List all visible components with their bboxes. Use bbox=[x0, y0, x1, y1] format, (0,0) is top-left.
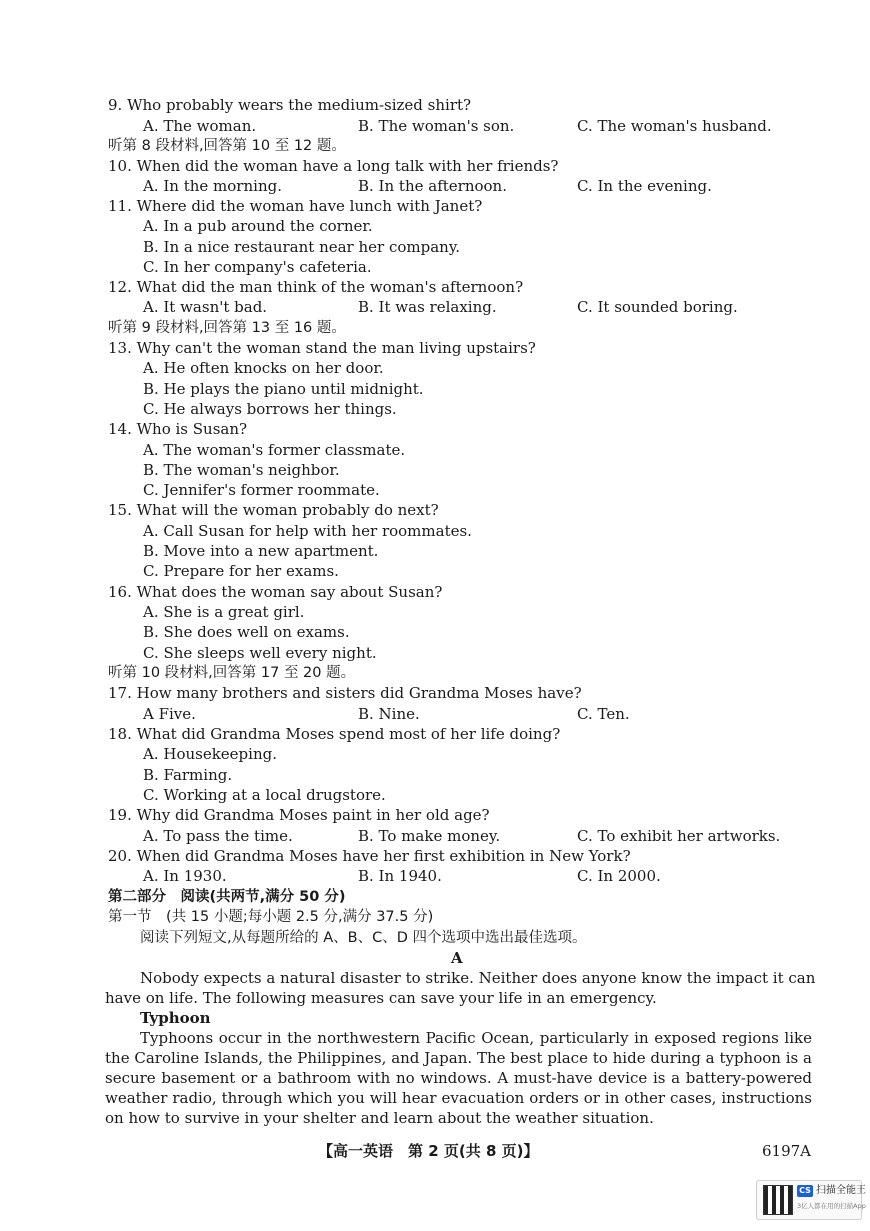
typhoon-heading: Typhoon bbox=[140, 1009, 211, 1027]
option-20a: A. In 1930. bbox=[143, 867, 227, 885]
option-16b: B. She does well on exams. bbox=[143, 623, 350, 641]
option-13a: A. He often knocks on her door. bbox=[143, 359, 384, 377]
question-18: 18. What did Grandma Moses spend most of her life doing? bbox=[108, 725, 561, 743]
camscanner-logo-icon: CS bbox=[797, 1185, 813, 1197]
option-15b: B. Move into a new apartment. bbox=[143, 542, 379, 560]
question-20: 20. When did Grandma Moses have her first exhibition in New York? bbox=[108, 847, 631, 865]
question-16: 16. What does the woman say about Susan? bbox=[108, 583, 443, 601]
paper-code: 6197A bbox=[762, 1142, 812, 1160]
option-16a: A. She is a great girl. bbox=[143, 603, 305, 621]
option-10c: C. In the evening. bbox=[577, 177, 712, 195]
question-14: 14. Who is Susan? bbox=[108, 420, 248, 438]
question-12: 12. What did the man think of the woman's afternoon? bbox=[108, 278, 524, 296]
option-17b: B. Nine. bbox=[358, 705, 420, 723]
option-13b: B. He plays the piano until midnight. bbox=[143, 380, 424, 398]
question-9: 9. Who probably wears the medium-sized shirt? bbox=[108, 96, 472, 114]
passage-label: A bbox=[451, 949, 463, 967]
scanner-watermark bbox=[756, 1180, 866, 1220]
typhoon-line-5: on how to survive in your shelter and learn about the weather situation. bbox=[105, 1109, 654, 1127]
option-15a: A. Call Susan for help with her roommates. bbox=[143, 522, 472, 540]
option-12c: C. It sounded boring. bbox=[577, 298, 738, 316]
option-9c: C. The woman's husband. bbox=[577, 117, 772, 135]
watermark-subtitle: 3亿人都在用的扫描App bbox=[797, 1202, 866, 1210]
reading-direction: 阅读下列短文,从每题所给的 A、B、C、D 四个选项中选出最佳选项。 bbox=[140, 930, 587, 946]
question-11: 11. Where did the woman have lunch with Janet? bbox=[108, 197, 483, 215]
part2-heading: 第二部分 阅读(共两节,满分 50 分) bbox=[108, 889, 346, 905]
option-19c: C. To exhibit her artworks. bbox=[577, 827, 781, 845]
watermark-title: 扫描全能王 bbox=[816, 1185, 866, 1196]
typhoon-line-3: secure basement or a bathroom with no windows. A must-have device is a battery-powered bbox=[105, 1069, 812, 1087]
option-16c: C. She sleeps well every night. bbox=[143, 644, 377, 662]
option-14c: C. Jennifer's former roommate. bbox=[143, 481, 380, 499]
option-10b: B. In the afternoon. bbox=[358, 177, 507, 195]
option-18a: A. Housekeeping. bbox=[143, 745, 277, 763]
option-17c: C. Ten. bbox=[577, 705, 630, 723]
option-12b: B. It was relaxing. bbox=[358, 298, 497, 316]
qr-code-icon bbox=[763, 1185, 793, 1215]
question-13: 13. Why can't the woman stand the man living upstairs? bbox=[108, 339, 536, 357]
option-20c: C. In 2000. bbox=[577, 867, 661, 885]
option-11b: B. In a nice restaurant near her company. bbox=[143, 238, 461, 256]
option-14a: A. The woman's former classmate. bbox=[143, 441, 406, 459]
question-10: 10. When did the woman have a long talk with her friends? bbox=[108, 157, 559, 175]
typhoon-line-4: weather radio, through which you will hear evacuation orders or in other cases, instructions bbox=[105, 1089, 812, 1107]
option-13c: C. He always borrows her things. bbox=[143, 400, 397, 418]
option-19b: B. To make money. bbox=[358, 827, 501, 845]
option-11a: A. In a pub around the corner. bbox=[143, 217, 373, 235]
option-17a: A Five. bbox=[143, 705, 196, 723]
option-12a: A. It wasn't bad. bbox=[143, 298, 268, 316]
intro-line-1: Nobody expects a natural disaster to strike. Neither does anyone know the impact it can bbox=[140, 969, 816, 987]
option-9a: A. The woman. bbox=[143, 117, 257, 135]
option-19a: A. To pass the time. bbox=[143, 827, 293, 845]
option-11c: C. In her company's cafeteria. bbox=[143, 258, 372, 276]
instruction-material-9: 听第 9 段材料,回答第 13 至 16 题。 bbox=[108, 320, 346, 336]
option-15c: C. Prepare for her exams. bbox=[143, 562, 339, 580]
option-9b: B. The woman's son. bbox=[358, 117, 515, 135]
option-18c: C. Working at a local drugstore. bbox=[143, 786, 386, 804]
option-20b: B. In 1940. bbox=[358, 867, 442, 885]
question-15: 15. What will the woman probably do next? bbox=[108, 501, 439, 519]
section1-heading: 第一节 (共 15 小题;每小题 2.5 分,满分 37.5 分) bbox=[108, 909, 434, 925]
typhoon-line-2: the Caroline Islands, the Philippines, and Japan. The best place to hide during a typhoon is a bbox=[105, 1049, 812, 1067]
typhoon-line-1: Typhoons occur in the northwestern Pacific Ocean, particularly in exposed regions like bbox=[140, 1029, 812, 1047]
option-14b: B. The woman's neighbor. bbox=[143, 461, 340, 479]
instruction-material-8: 听第 8 段材料,回答第 10 至 12 题。 bbox=[108, 138, 346, 154]
instruction-material-10: 听第 10 段材料,回答第 17 至 20 题。 bbox=[108, 665, 356, 681]
option-10a: A. In the morning. bbox=[143, 177, 282, 195]
intro-line-2: have on life. The following measures can save your life in an emergency. bbox=[105, 989, 657, 1007]
option-18b: B. Farming. bbox=[143, 766, 233, 784]
question-17: 17. How many brothers and sisters did Grandma Moses have? bbox=[108, 684, 582, 702]
question-19: 19. Why did Grandma Moses paint in her old age? bbox=[108, 806, 490, 824]
page-footer: 【高一英语 第 2 页(共 8 页)】 bbox=[318, 1142, 539, 1160]
